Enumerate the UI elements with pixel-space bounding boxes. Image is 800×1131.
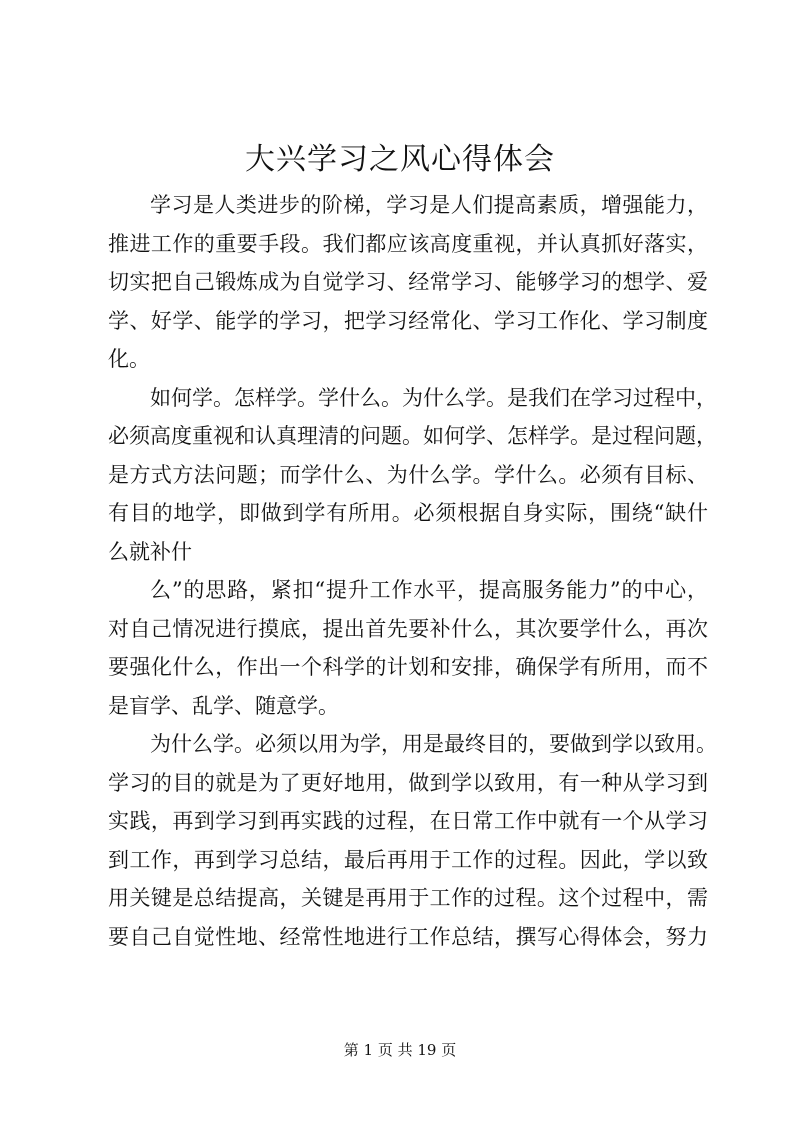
text-line: 切实把自己锻炼成为自觉学习、经常学习、能够学习的想学、爱 (108, 270, 708, 294)
text-line: 对自己情况进行摸底，提出首先要补什么，其次要学什么，再次 (108, 616, 708, 641)
text-line: 学习的目的就是为了更好地用，做到学以致用，有一种从学习到 (108, 770, 708, 795)
text-line: 到工作，再到学习总结，最后再用于工作的过程。因此，学以致 (108, 847, 708, 872)
text-line: 实践，再到学习到再实践的过程，在日常工作中就有一个从学习 (108, 809, 708, 833)
text-line: 有目的地学，即做到学有所用。必须根据自身实际，围绕“缺什 (108, 501, 708, 525)
text-line: 为什么学。必须以用为学，用是最终目的，要做到学以致用。 (150, 732, 717, 756)
document-body (108, 186, 717, 956)
text-line: 如何学。怎样学。学什么。为什么学。是我们在学习过程中， (150, 385, 717, 410)
text-line: 推进工作的重要手段。我们都应该高度重视，并认真抓好落实， (108, 231, 708, 256)
text-line: 学习是人类进步的阶梯，学习是人们提高素质，增强能力， (150, 193, 708, 217)
text-line: 要强化什么，作出一个科学的计划和安排，确保学有所用，而不 (108, 655, 708, 679)
text-line: 么就补什 (108, 539, 192, 564)
text-line: 化。 (108, 347, 150, 371)
text-line: 是盲学、乱学、随意学。 (108, 693, 339, 718)
text-line: 用关键是总结提高，关键是再用于工作的过程。这个过程中，需 (108, 886, 708, 910)
page-number-footer: 第 1 页 共 19 页 (343, 1041, 457, 1059)
document-title: 大兴学习之风心得体会 (245, 142, 555, 177)
text-line: 学、好学、能学的学习，把学习经常化、学习工作化、学习制度 (108, 308, 708, 333)
text-line: 要自己自觉性地、经常性地进行工作总结，撰写心得体会，努力 (108, 924, 708, 949)
text-line: 么”的思路，紧扣“提升工作水平，提高服务能力”的中心， (150, 578, 708, 602)
text-line: 是方式方法问题；而学什么、为什么学。学什么。必须有目标、 (108, 462, 708, 487)
text-line: 必须高度重视和认真理清的问题。如何学、怎样学。是过程问题， (108, 424, 717, 448)
